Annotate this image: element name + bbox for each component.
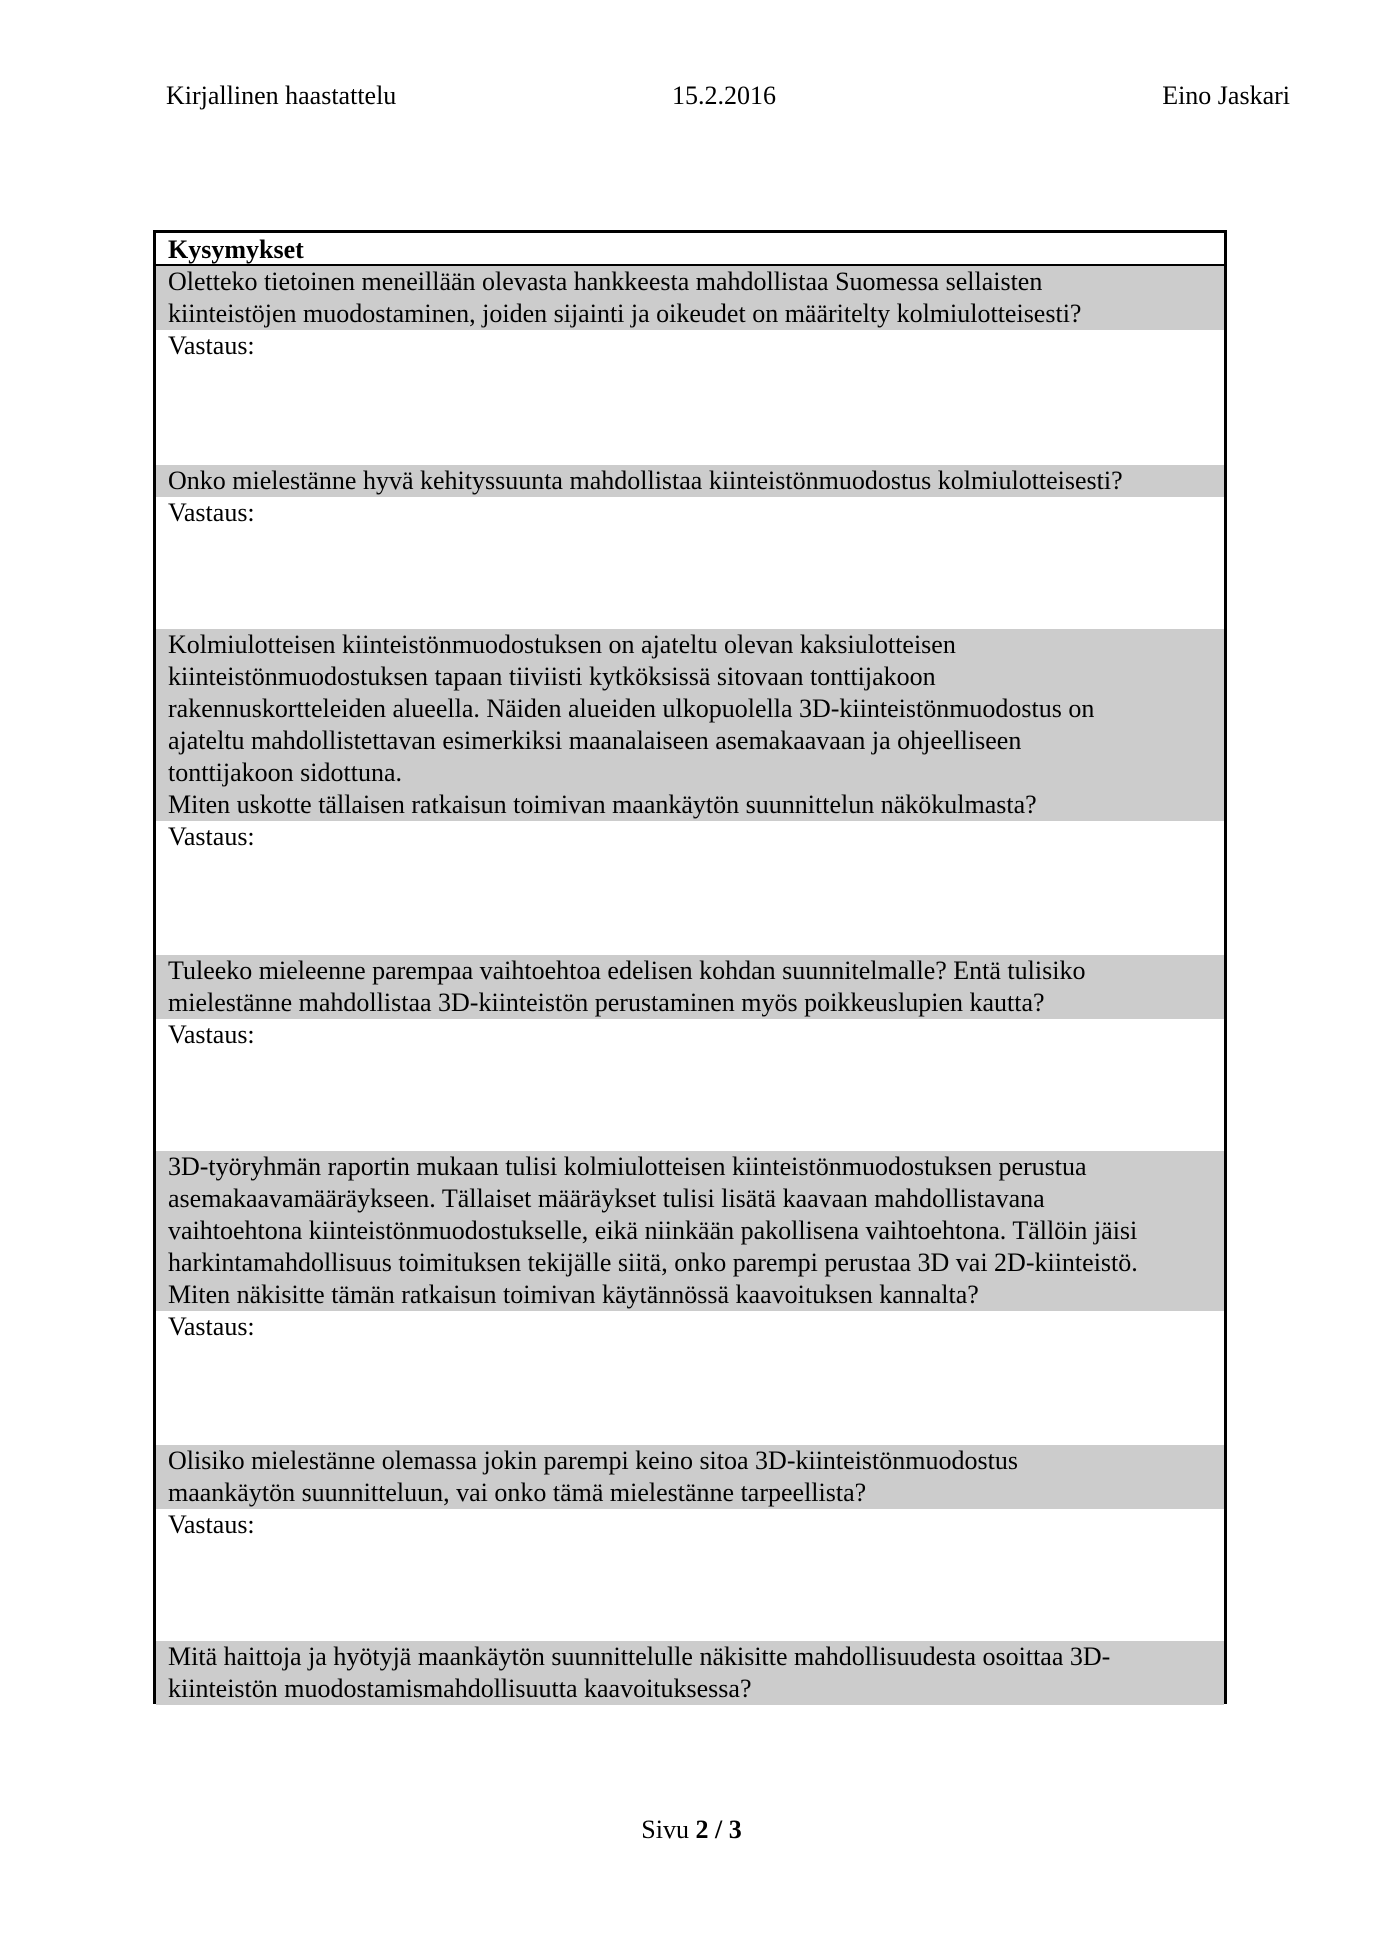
question-line: Miten näkisitte tämän ratkaisun toimivan käytännössä kaavoituksen kannalta?	[168, 1280, 979, 1309]
question-text	[156, 266, 1224, 330]
question-text	[156, 1151, 1224, 1311]
question-line: 3D-työryhmän raportin mukaan tulisi kolmiulotteisen kiinteistönmuodostuksen perustua	[168, 1152, 1087, 1181]
question-line: mielestänne mahdollistaa 3D-kiinteistön perustaminen myös poikkeuslupien kautta?	[168, 988, 1045, 1017]
question-block-1	[156, 266, 1224, 362]
question-line: Kolmiulotteisen kiinteistönmuodostuksen on ajateltu olevan kaksiulotteisen	[168, 630, 956, 659]
answer-label: Vastaus:	[168, 1510, 255, 1539]
question-line: kiinteistönmuodostuksen tapaan tiiviisti kytköksissä sitovaan tonttijakoon	[168, 662, 936, 691]
question-block-4	[156, 955, 1224, 1051]
question-line: kiinteistöjen muodostaminen, joiden sijainti ja oikeudet on määritelty kolmiulotteisesti?	[168, 299, 1082, 328]
current-page-number: 2	[695, 1815, 709, 1844]
question-line: asemakaavamääräykseen. Tällaiset määräykset tulisi lisätä kaavaan mahdollistavana	[168, 1184, 1045, 1213]
question-line: Tuleeko mieleenne parempaa vaihtoehtoa edelisen kohdan suunnitelmalle? Entä tulisiko	[168, 956, 1086, 985]
question-block-2	[156, 465, 1224, 529]
answer-label: Vastaus:	[168, 822, 255, 851]
question-line: Oletteko tietoinen meneillään olevasta hankkeesta mahdollistaa Suomessa sellaisten	[168, 267, 1043, 296]
question-line: Mitä haittoja ja hyötyjä maankäytön suunnittelulle näkisitte mahdollisuudesta osoittaa 3D-	[168, 1642, 1111, 1671]
question-line: kiinteistön muodostamismahdollisuutta kaavoituksessa?	[168, 1674, 752, 1703]
page-number-separator: /	[714, 1815, 723, 1844]
question-text	[156, 1445, 1224, 1509]
question-text	[156, 1641, 1224, 1705]
question-text	[156, 465, 1224, 497]
header-date: 15.2.2016	[672, 81, 776, 110]
questions-table	[153, 230, 1227, 1704]
question-line: Miten uskotte tällaisen ratkaisun toimivan maankäytön suunnittelun näkökulmasta?	[168, 790, 1037, 819]
question-line: Onko mielestänne hyvä kehityssuunta mahdollistaa kiinteistönmuodostus kolmiulotteisesti?	[168, 466, 1123, 495]
question-block-6	[156, 1445, 1224, 1541]
question-text	[156, 955, 1224, 1019]
question-block-3	[156, 629, 1224, 853]
question-line: ajateltu mahdollistettavan esimerkiksi maanalaiseen asemakaavaan ja ohjeelliseen	[168, 726, 1022, 755]
header-document-type: Kirjallinen haastattelu	[166, 81, 397, 110]
header-author: Eino Jaskari	[1162, 81, 1290, 110]
answer-label: Vastaus:	[168, 1312, 255, 1341]
table-title: Kysymykset	[156, 233, 1224, 266]
question-line: Olisiko mielestänne olemassa jokin parempi keino sitoa 3D-kiinteistönmuodostus	[168, 1446, 1018, 1475]
answer-label: Vastaus:	[168, 1020, 255, 1049]
page-number-prefix: Sivu	[641, 1815, 689, 1844]
question-line: rakennuskortteleiden alueella. Näiden alueiden ulkopuolella 3D-kiinteistönmuodostus on	[168, 694, 1095, 723]
question-line: harkintamahdollisuus toimituksen tekijälle siitä, onko parempi perustaa 3D vai 2D-kiinteistö.	[168, 1248, 1138, 1277]
question-line: vaihtoehtona kiinteistönmuodostukselle, eikä niinkään pakollisena vaihtoehtona. Tällöin jäisi	[168, 1216, 1138, 1245]
question-block-7	[156, 1641, 1224, 1705]
answer-label: Vastaus:	[168, 331, 255, 360]
question-line: tonttijakoon sidottuna.	[168, 758, 402, 787]
page-footer	[0, 1812, 1383, 1848]
question-block-5	[156, 1151, 1224, 1343]
answer-label: Vastaus:	[168, 498, 255, 527]
page-header	[166, 78, 1290, 114]
question-line: maankäytön suunnitteluun, vai onko tämä mielestänne tarpeellista?	[168, 1478, 867, 1507]
question-text	[156, 629, 1224, 821]
total-page-count: 3	[728, 1815, 742, 1844]
